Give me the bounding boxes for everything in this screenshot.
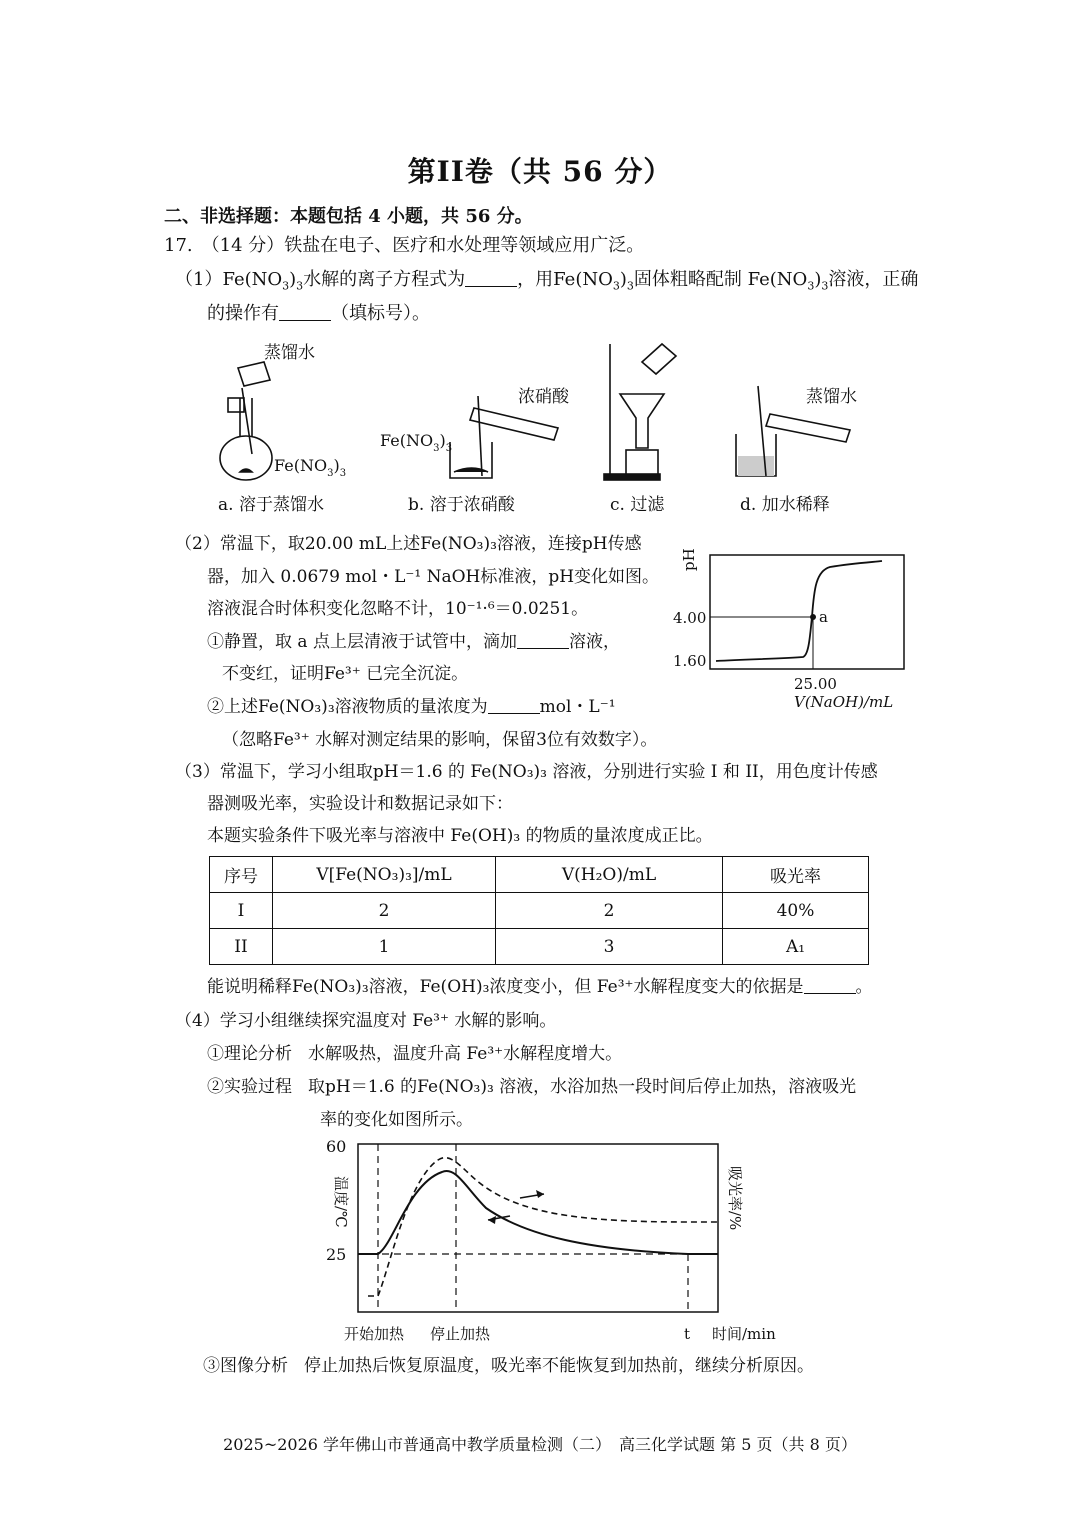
table-header: 吸光率 (723, 857, 869, 893)
table-cell: I (210, 893, 273, 929)
part3-line2: 器测吸光率，实验设计和数据记录如下： (207, 794, 513, 814)
table-row (210, 929, 869, 965)
temp-chart (320, 1136, 800, 1348)
table-cell: 2 (496, 893, 723, 929)
apparatus-figure (200, 338, 880, 520)
part2-line2: 器，加入 0.0679 mol・L⁻¹ NaOH标准液，pH变化如图。 (207, 567, 660, 587)
part4-step2: ②实验过程 取pH＝1.6 的Fe(NO₃)₃ 溶液，水浴加热一段时间后停止加热，溶液吸光 (207, 1077, 857, 1097)
table-cell: II (210, 929, 273, 965)
ph-ytick-16: 1.60 (673, 652, 707, 670)
ph-point-a (810, 614, 816, 620)
label-a-water: 蒸馏水 (264, 343, 315, 363)
answer-blank[interactable] (488, 697, 540, 714)
question-17-intro: 17. （14 分）铁盐在电子、医疗和水处理等领域应用广泛。 (164, 235, 645, 256)
ph-xlabel: V(NaOH)/mL (794, 693, 894, 711)
temp-yright-label: 吸光率/% (726, 1166, 744, 1231)
ph-point-label: a (819, 608, 828, 626)
caption-a: a. 溶于蒸馏水 (218, 495, 324, 515)
label-b-solid: $Fe(NO_3)_3$ (380, 431, 453, 454)
answer-blank[interactable] (465, 270, 517, 287)
part2-q1-cont: 不变红，证明Fe³⁺ 已完全沉淀。 (222, 664, 469, 684)
absorbance-curve (368, 1158, 718, 1296)
temp-chart-frame (358, 1144, 718, 1312)
apparatus-b (450, 396, 558, 478)
table-cell: 40% (723, 893, 869, 929)
page-title: 第II卷（共 56 分） (407, 155, 673, 188)
apparatus-c (604, 344, 676, 480)
page-footer: 2025~2026 学年佛山市普通高中教学质量检测（二） 高三化学试题 第 5 页（共 8 页） (223, 1435, 857, 1454)
answer-blank[interactable] (804, 977, 856, 994)
table-header: V[Fe(NO₃)₃]/mL (273, 857, 496, 893)
temp-ytick-25: 25 (326, 1245, 347, 1264)
answer-blank[interactable] (279, 304, 331, 321)
table-cell: A₁ (723, 929, 869, 965)
part1-line2: 的操作有 （填标号）。 (207, 303, 430, 324)
part3-line1: （3）常温下，学习小组取pH＝1.6 的 Fe(NO₃)₃ 溶液，分别进行实验 I 和 II，用色度计传感 (175, 762, 878, 782)
section-heading: 二、非选择题：本题包括 4 小题，共 56 分。 (164, 206, 533, 227)
apparatus-a (220, 362, 272, 480)
part2-q2-note: （忽略Fe³⁺ 水解对测定结果的影响，保留3位有效数字）。 (222, 730, 658, 750)
part2-q1: ①静置，取 a 点上层清液于试管中，滴加 溶液， (207, 632, 620, 652)
part4-line1: （4）学习小组继续探究温度对 Fe³⁺ 水解的影响。 (175, 1011, 557, 1031)
answer-blank[interactable] (517, 632, 569, 649)
table-cell: 1 (273, 929, 496, 965)
temp-xlabel-start: 开始加热 (344, 1325, 405, 1343)
label-d-water: 蒸馏水 (806, 387, 857, 407)
part2-q2: ②上述Fe(NO₃)₃溶液物质的量浓度为 mol・L⁻¹ (207, 697, 616, 717)
table-cell: 2 (273, 893, 496, 929)
table-header-row (210, 857, 869, 893)
temp-xlabel-stop: 停止加热 (430, 1325, 491, 1343)
experiment-table (209, 856, 869, 965)
temperature-curve (358, 1171, 718, 1254)
temp-xlabel-t: t (684, 1325, 691, 1343)
part2-line3: 溶液混合时体积变化忽略不计，10⁻¹·⁶＝0.0251。 (207, 599, 589, 619)
temp-ytick-60: 60 (326, 1137, 347, 1156)
caption-b: b. 溶于浓硝酸 (408, 495, 515, 515)
table-cell: 3 (496, 929, 723, 965)
part1-line1: $(1)Fe(NO_3)_3$水解的离子方程式为 ，用$Fe(NO_3)_3$固体粗略配制 $Fe(NO_3)_3$溶液，正确 (175, 269, 919, 293)
ph-ytick-4: 4.00 (673, 609, 707, 627)
label-a-solid: $Fe(NO_3)_3$ (274, 456, 347, 479)
table-header: V(H₂O)/mL (496, 857, 723, 893)
part4-step3: ③图像分析 停止加热后恢复原温度，吸光率不能恢复到加热前，继续分析原因。 (203, 1356, 814, 1376)
temp-yleft-label: 温度/℃ (332, 1176, 350, 1228)
part4-step1: ①理论分析 水解吸热，温度升高 Fe³⁺水解程度增大。 (207, 1044, 623, 1064)
part2-line1: （2）常温下，取20.00 mL上述Fe(NO₃)₃溶液，连接pH传感 (175, 534, 642, 554)
table-header: 序号 (210, 857, 273, 893)
caption-c: c. 过滤 (610, 495, 665, 515)
ph-xtick-25: 25.00 (794, 675, 837, 693)
table-row (210, 893, 869, 929)
label-b-acid: 浓硝酸 (518, 387, 569, 407)
ph-chart (668, 545, 914, 715)
part3-question: 能说明稀释Fe(NO₃)₃溶液，Fe(OH)₃浓度变小，但 Fe³⁺水解程度变大的依据是 。 (207, 977, 873, 997)
part4-step2-cont: 率的变化如图所示。 (320, 1110, 473, 1130)
temp-xlabel-time: 时间/min (712, 1325, 776, 1343)
part3-line3: 本题实验条件下吸光率与溶液中 Fe(OH)₃ 的物质的量浓度成正比。 (207, 826, 713, 846)
ph-curve (716, 561, 882, 661)
ph-ylabel: pH (680, 548, 698, 571)
caption-d: d. 加水稀释 (740, 495, 830, 515)
